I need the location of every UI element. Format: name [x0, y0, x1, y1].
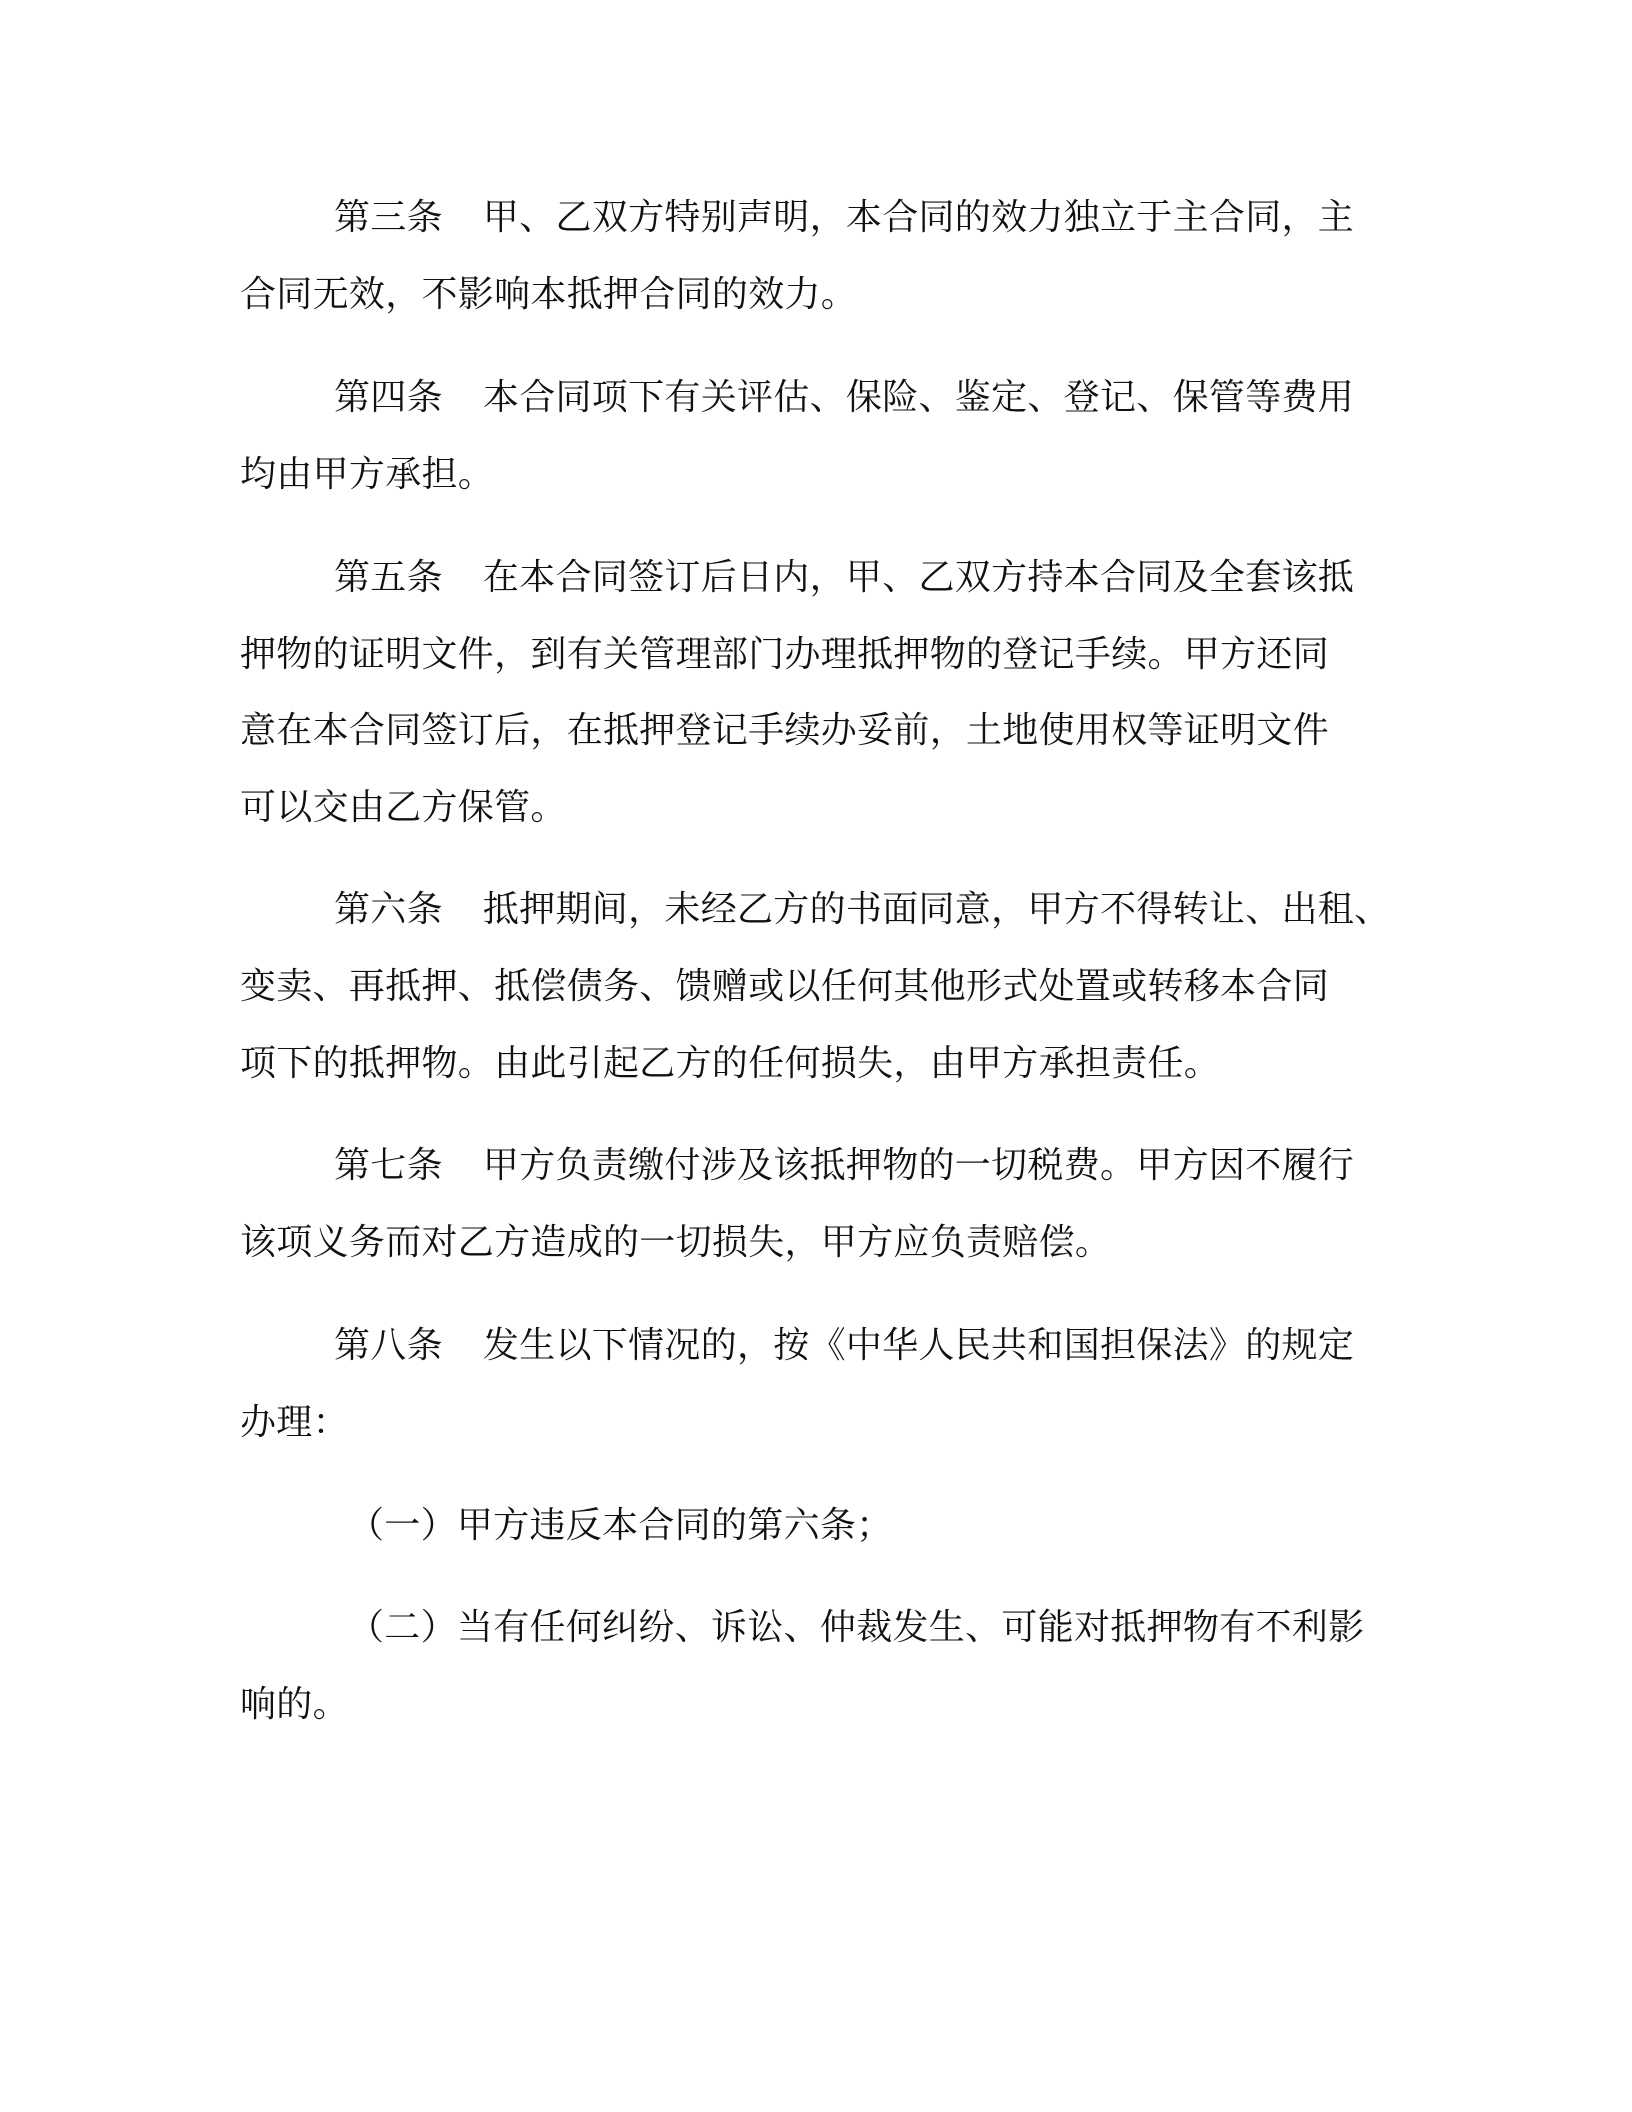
article-number: 第七条 [334, 1145, 443, 1186]
article-7-line-1 [334, 1142, 1354, 1190]
article-6-line-2: 变卖、再抵押、抵偿债务、馈赠或以任何其他形式处置或转移本合同 [240, 966, 1330, 1007]
article-text: 甲、乙双方特别声明，本合同的效力独立于主合同，主 [482, 197, 1355, 238]
article-number: 第四条 [334, 377, 443, 418]
item-1-line-1: （一）甲方违反本合同的第六条； [348, 1505, 893, 1546]
article-5-line-1 [334, 554, 1354, 602]
article-number: 第三条 [334, 197, 443, 238]
article-6-line-1 [334, 886, 1390, 934]
article-3-line-1 [334, 194, 1354, 242]
article-text: 发生以下情况的，按《中华人民共和国担保法》的规定 [482, 1325, 1355, 1366]
article-8-line-2: 办理： [240, 1402, 349, 1443]
article-4-line-2: 均由甲方承担。 [240, 454, 495, 495]
article-6-line-3: 项下的抵押物。由此引起乙方的任何损失，由甲方承担责任。 [240, 1043, 1221, 1084]
article-3-line-2: 合同无效，不影响本抵押合同的效力。 [240, 274, 858, 315]
item-2-line-1: （二）当有任何纠纷、诉讼、仲裁发生、可能对抵押物有不利影 [348, 1607, 1365, 1648]
item-2-line-2: 响的。 [240, 1684, 349, 1725]
article-text: 本合同项下有关评估、保险、鉴定、登记、保管等费用 [482, 377, 1355, 418]
article-4-line-1 [334, 374, 1354, 422]
article-text: 抵押期间，未经乙方的书面同意，甲方不得转让、出租、 [482, 889, 1391, 930]
article-number: 第五条 [334, 557, 443, 598]
article-text: 甲方负责缴付涉及该抵押物的一切税费。甲方因不履行 [482, 1145, 1355, 1186]
article-8-line-1 [334, 1322, 1354, 1370]
article-7-line-2: 该项义务而对乙方造成的一切损失，甲方应负责赔偿。 [240, 1222, 1112, 1263]
article-5-line-2: 押物的证明文件，到有关管理部门办理抵押物的登记手续。甲方还同 [240, 634, 1330, 675]
article-5-line-3: 意在本合同签订后，在抵押登记手续办妥前，土地使用权等证明文件 [240, 710, 1330, 751]
article-number: 第八条 [334, 1325, 443, 1366]
article-text: 在本合同签订后日内，甲、乙双方持本合同及全套该抵 [482, 557, 1355, 598]
article-number: 第六条 [334, 889, 443, 930]
article-5-line-4: 可以交由乙方保管。 [240, 787, 567, 828]
